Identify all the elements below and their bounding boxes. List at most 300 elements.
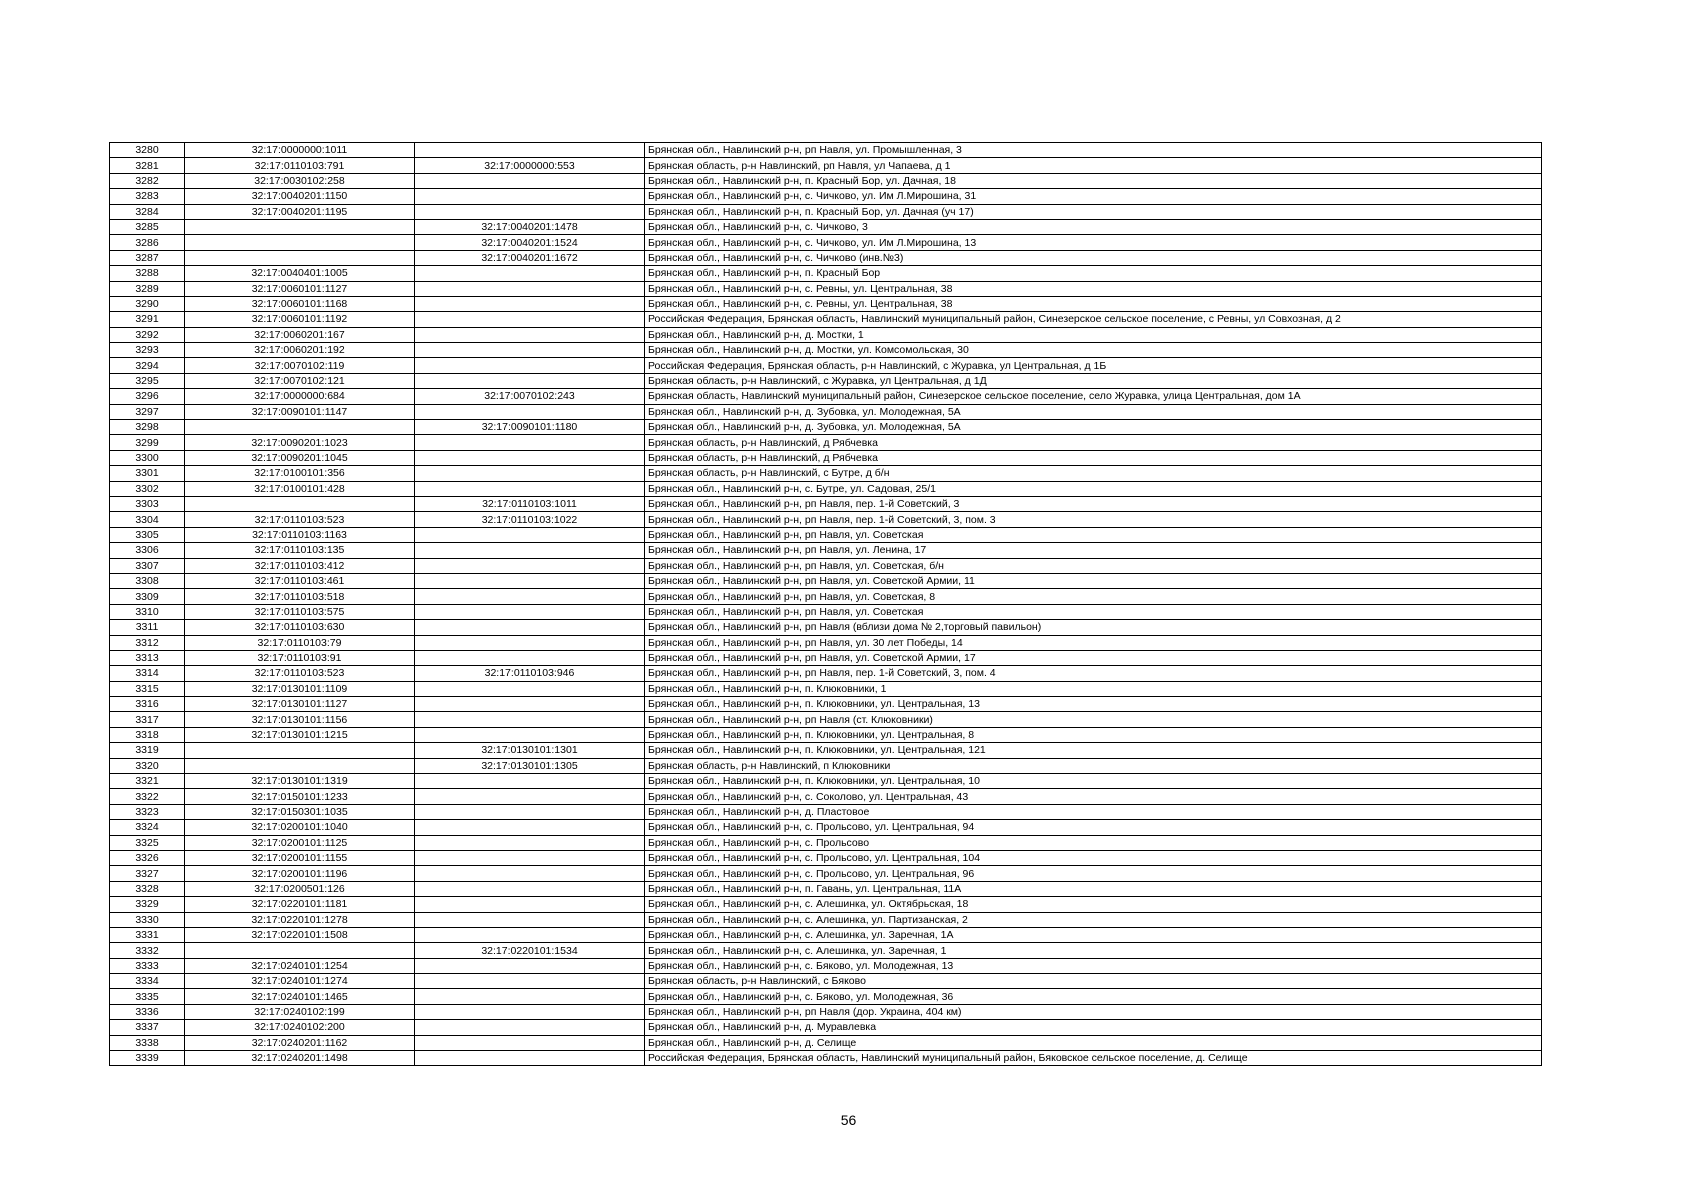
table-row (110, 943, 1542, 958)
row-number-cell: 3281 (110, 158, 185, 173)
related-cadastral-number-cell: 32:17:0130101:1305 (415, 758, 645, 773)
table-row (110, 774, 1542, 789)
cadastral-number-cell: 32:17:0200501:126 (185, 881, 415, 896)
address-cell: Брянская обл., Навлинский р-н, рп Навля (вблизи дома № 2,торговый павильон) (645, 620, 1542, 635)
row-number-cell: 3312 (110, 635, 185, 650)
cadastral-number-cell: 32:17:0150101:1233 (185, 789, 415, 804)
address-cell: Брянская обл., Навлинский р-н, п. Красный Бор, ул. Дачная, 18 (645, 173, 1542, 188)
address-cell: Брянская обл., Навлинский р-н, п. Красный Бор, ул. Дачная (уч 17) (645, 204, 1542, 219)
related-cadastral-number-cell (415, 866, 645, 881)
row-number-cell: 3296 (110, 389, 185, 404)
address-cell: Брянская обл., Навлинский р-н, с. Бяково, ул. Молодежная, 36 (645, 989, 1542, 1004)
related-cadastral-number-cell: 32:17:0090101:1180 (415, 420, 645, 435)
related-cadastral-number-cell (415, 774, 645, 789)
table-row (110, 912, 1542, 927)
address-cell: Брянская обл., Навлинский р-н, п. Красный Бор (645, 266, 1542, 281)
table-row (110, 666, 1542, 681)
related-cadastral-number-cell (415, 481, 645, 496)
related-cadastral-number-cell (415, 620, 645, 635)
related-cadastral-number-cell (415, 927, 645, 942)
address-cell: Российская Федерация, Брянская область, Навлинский муниципальный район, Синезерское сельское поселение, с Ревны, ул Совхозная, д 2 (645, 312, 1542, 327)
row-number-cell: 3316 (110, 697, 185, 712)
row-number-cell: 3335 (110, 989, 185, 1004)
cadastral-number-cell: 32:17:0100101:428 (185, 481, 415, 496)
table-row (110, 974, 1542, 989)
row-number-cell: 3328 (110, 881, 185, 896)
address-cell: Брянская обл., Навлинский р-н, рп Навля, ул. Советская (645, 527, 1542, 542)
cadastral-number-cell: 32:17:0110103:523 (185, 666, 415, 681)
related-cadastral-number-cell (415, 373, 645, 388)
cadastral-number-cell: 32:17:0130101:1109 (185, 681, 415, 696)
register-table-body (110, 143, 1542, 1066)
table-row (110, 496, 1542, 511)
table-row (110, 266, 1542, 281)
address-cell: Брянская обл., Навлинский р-н, д. Зубовка, ул. Молодежная, 5А (645, 404, 1542, 419)
address-cell: Брянская обл., Навлинский р-н, рп Навля, ул. Ленина, 17 (645, 543, 1542, 558)
cadastral-number-cell: 32:17:0110103:79 (185, 635, 415, 650)
cadastral-number-cell: 32:17:0060201:192 (185, 343, 415, 358)
address-cell: Брянская обл., Навлинский р-н, с. Бяково, ул. Молодежная, 13 (645, 958, 1542, 973)
address-cell: Российская Федерация, Брянская область, Навлинский муниципальный район, Бяковское сельское поселение, д. Селище (645, 1051, 1542, 1066)
row-number-cell: 3324 (110, 820, 185, 835)
cadastral-number-cell: 32:17:0070102:121 (185, 373, 415, 388)
table-row (110, 1020, 1542, 1035)
row-number-cell: 3284 (110, 204, 185, 219)
row-number-cell: 3297 (110, 404, 185, 419)
address-cell: Брянская обл., Навлинский р-н, рп Навля, пер. 1-й Советский, 3, пом. 3 (645, 512, 1542, 527)
table-row (110, 481, 1542, 496)
table-row (110, 450, 1542, 465)
row-number-cell: 3307 (110, 558, 185, 573)
address-cell: Брянская область, р-н Навлинский, д Рябчевка (645, 450, 1542, 465)
address-cell: Брянская обл., Навлинский р-н, рп Навля, ул. Промышленная, 3 (645, 143, 1542, 158)
related-cadastral-number-cell (415, 650, 645, 665)
address-cell: Брянская область, Навлинский муниципальный район, Синезерское сельское поселение, село Журавка, улица Центральная, дом 1А (645, 389, 1542, 404)
related-cadastral-number-cell (415, 1051, 645, 1066)
row-number-cell: 3282 (110, 173, 185, 188)
row-number-cell: 3336 (110, 1004, 185, 1019)
related-cadastral-number-cell (415, 343, 645, 358)
related-cadastral-number-cell: 32:17:0130101:1301 (415, 743, 645, 758)
table-row (110, 835, 1542, 850)
row-number-cell: 3325 (110, 835, 185, 850)
table-row (110, 558, 1542, 573)
table-row (110, 281, 1542, 296)
cadastral-number-cell: 32:17:0110103:135 (185, 543, 415, 558)
cadastral-number-cell: 32:17:0090201:1023 (185, 435, 415, 450)
cadastral-number-cell: 32:17:0240102:199 (185, 1004, 415, 1019)
address-cell: Брянская обл., Навлинский р-н, д. Мостки, 1 (645, 327, 1542, 342)
table-row (110, 296, 1542, 311)
row-number-cell: 3323 (110, 804, 185, 819)
cadastral-number-cell: 32:17:0130101:1156 (185, 712, 415, 727)
cadastral-number-cell: 32:17:0000000:684 (185, 389, 415, 404)
address-cell: Брянская обл., Навлинский р-н, с. Прольсово, ул. Центральная, 104 (645, 850, 1542, 865)
row-number-cell: 3305 (110, 527, 185, 542)
related-cadastral-number-cell (415, 281, 645, 296)
related-cadastral-number-cell (415, 881, 645, 896)
cadastral-number-cell: 32:17:0000000:1011 (185, 143, 415, 158)
cadastral-number-cell (185, 496, 415, 511)
cadastral-number-cell: 32:17:0060101:1192 (185, 312, 415, 327)
row-number-cell: 3306 (110, 543, 185, 558)
address-cell: Брянская обл., Навлинский р-н, с. Соколово, ул. Центральная, 43 (645, 789, 1542, 804)
address-cell: Брянская обл., Навлинский р-н, с. Чичково, ул. Им Л.Мирошина, 13 (645, 235, 1542, 250)
related-cadastral-number-cell (415, 712, 645, 727)
address-cell: Брянская обл., Навлинский р-н, с. Бутре, ул. Садовая, 25/1 (645, 481, 1542, 496)
table-row (110, 589, 1542, 604)
table-row (110, 435, 1542, 450)
cadastral-number-cell: 32:17:0040401:1005 (185, 266, 415, 281)
table-row (110, 373, 1542, 388)
table-row (110, 881, 1542, 896)
row-number-cell: 3314 (110, 666, 185, 681)
row-number-cell: 3299 (110, 435, 185, 450)
cadastral-number-cell (185, 250, 415, 265)
address-cell: Брянская область, р-н Навлинский, с Бутре, д б/н (645, 466, 1542, 481)
row-number-cell: 3339 (110, 1051, 185, 1066)
address-cell: Брянская обл., Навлинский р-н, п. Клюковники, ул. Центральная, 8 (645, 727, 1542, 742)
cadastral-number-cell (185, 758, 415, 773)
address-cell: Брянская обл., Навлинский р-н, с. Чичково, 3 (645, 219, 1542, 234)
cadastral-number-cell: 32:17:0100101:356 (185, 466, 415, 481)
related-cadastral-number-cell: 32:17:0220101:1534 (415, 943, 645, 958)
table-row (110, 897, 1542, 912)
cadastral-number-cell: 32:17:0240101:1465 (185, 989, 415, 1004)
row-number-cell: 3321 (110, 774, 185, 789)
related-cadastral-number-cell (415, 850, 645, 865)
cadastral-number-cell (185, 219, 415, 234)
address-cell: Брянская обл., Навлинский р-н, рп Навля, ул. 30 лет Победы, 14 (645, 635, 1542, 650)
cadastral-number-cell: 32:17:0110103:630 (185, 620, 415, 635)
cadastral-number-cell: 32:17:0110103:412 (185, 558, 415, 573)
cadastral-number-cell: 32:17:0200101:1125 (185, 835, 415, 850)
row-number-cell: 3331 (110, 927, 185, 942)
address-cell: Брянская обл., Навлинский р-н, д. Мостки, ул. Комсомольская, 30 (645, 343, 1542, 358)
cadastral-number-cell: 32:17:0240102:200 (185, 1020, 415, 1035)
table-row (110, 327, 1542, 342)
address-cell: Брянская обл., Навлинский р-н, рп Навля (ст. Клюковники) (645, 712, 1542, 727)
row-number-cell: 3293 (110, 343, 185, 358)
address-cell: Брянская обл., Навлинский р-н, с. Алешинка, ул. Заречная, 1 (645, 943, 1542, 958)
table-row (110, 620, 1542, 635)
address-cell: Российская Федерация, Брянская область, р-н Навлинский, с Журавка, ул Центральная, д 1Б (645, 358, 1542, 373)
table-row (110, 989, 1542, 1004)
table-row (110, 235, 1542, 250)
row-number-cell: 3317 (110, 712, 185, 727)
related-cadastral-number-cell (415, 727, 645, 742)
cadastral-number-cell: 32:17:0040201:1195 (185, 204, 415, 219)
address-cell: Брянская обл., Навлинский р-н, п. Клюковники, ул. Центральная, 10 (645, 774, 1542, 789)
address-cell: Брянская обл., Навлинский р-н, рп Навля (дор. Украина, 404 км) (645, 1004, 1542, 1019)
table-row (110, 743, 1542, 758)
cadastral-number-cell: 32:17:0240201:1162 (185, 1035, 415, 1050)
related-cadastral-number-cell: 32:17:0040201:1478 (415, 219, 645, 234)
table-row (110, 697, 1542, 712)
address-cell: Брянская обл., Навлинский р-н, рп Навля, ул. Советской Армии, 11 (645, 573, 1542, 588)
row-number-cell: 3303 (110, 496, 185, 511)
row-number-cell: 3322 (110, 789, 185, 804)
table-row (110, 420, 1542, 435)
related-cadastral-number-cell (415, 543, 645, 558)
cadastral-number-cell: 32:17:0110103:461 (185, 573, 415, 588)
related-cadastral-number-cell (415, 604, 645, 619)
related-cadastral-number-cell (415, 820, 645, 835)
table-row (110, 1004, 1542, 1019)
cadastral-number-cell: 32:17:0200101:1040 (185, 820, 415, 835)
related-cadastral-number-cell (415, 1035, 645, 1050)
related-cadastral-number-cell (415, 989, 645, 1004)
row-number-cell: 3319 (110, 743, 185, 758)
table-row (110, 635, 1542, 650)
row-number-cell: 3291 (110, 312, 185, 327)
address-cell: Брянская обл., Навлинский р-н, с. Прольсово, ул. Центральная, 94 (645, 820, 1542, 835)
row-number-cell: 3334 (110, 974, 185, 989)
table-row (110, 727, 1542, 742)
table-row (110, 158, 1542, 173)
related-cadastral-number-cell (415, 681, 645, 696)
address-cell: Брянская обл., Навлинский р-н, рп Навля, пер. 1-й Советский, 3 (645, 496, 1542, 511)
address-cell: Брянская обл., Навлинский р-н, рп Навля, ул. Советской Армии, 17 (645, 650, 1542, 665)
row-number-cell: 3304 (110, 512, 185, 527)
related-cadastral-number-cell (415, 312, 645, 327)
table-row (110, 466, 1542, 481)
address-cell: Брянская обл., Навлинский р-н, д. Зубовка, ул. Молодежная, 5А (645, 420, 1542, 435)
row-number-cell: 3337 (110, 1020, 185, 1035)
cadastral-number-cell: 32:17:0220101:1508 (185, 927, 415, 942)
table-row (110, 958, 1542, 973)
row-number-cell: 3301 (110, 466, 185, 481)
cadastral-number-cell: 32:17:0110103:575 (185, 604, 415, 619)
row-number-cell: 3300 (110, 450, 185, 465)
row-number-cell: 3285 (110, 219, 185, 234)
row-number-cell: 3298 (110, 420, 185, 435)
related-cadastral-number-cell (415, 204, 645, 219)
row-number-cell: 3318 (110, 727, 185, 742)
row-number-cell: 3295 (110, 373, 185, 388)
property-register-table (109, 142, 1542, 1066)
address-cell: Брянская обл., Навлинский р-н, с. Алешинка, ул. Октябрьская, 18 (645, 897, 1542, 912)
table-row (110, 543, 1542, 558)
cadastral-number-cell (185, 743, 415, 758)
table-row (110, 712, 1542, 727)
cadastral-number-cell: 32:17:0060101:1127 (185, 281, 415, 296)
related-cadastral-number-cell: 32:17:0110103:946 (415, 666, 645, 681)
related-cadastral-number-cell: 32:17:0110103:1022 (415, 512, 645, 527)
related-cadastral-number-cell: 32:17:0040201:1524 (415, 235, 645, 250)
page-number: 56 (840, 1112, 857, 1128)
related-cadastral-number-cell (415, 835, 645, 850)
cadastral-number-cell: 32:17:0220101:1278 (185, 912, 415, 927)
row-number-cell: 3287 (110, 250, 185, 265)
related-cadastral-number-cell (415, 697, 645, 712)
cadastral-number-cell: 32:17:0110103:91 (185, 650, 415, 665)
table-row (110, 681, 1542, 696)
table-row (110, 358, 1542, 373)
row-number-cell: 3310 (110, 604, 185, 619)
table-row (110, 404, 1542, 419)
address-cell: Брянская область, р-н Навлинский, с Журавка, ул Центральная, д 1Д (645, 373, 1542, 388)
row-number-cell: 3290 (110, 296, 185, 311)
address-cell: Брянская обл., Навлинский р-н, рп Навля, ул. Советская, 8 (645, 589, 1542, 604)
cadastral-number-cell: 32:17:0130101:1127 (185, 697, 415, 712)
cadastral-number-cell (185, 235, 415, 250)
related-cadastral-number-cell (415, 266, 645, 281)
related-cadastral-number-cell (415, 358, 645, 373)
related-cadastral-number-cell (415, 1020, 645, 1035)
related-cadastral-number-cell (415, 789, 645, 804)
address-cell: Брянская обл., Навлинский р-н, с. Ревны, ул. Центральная, 38 (645, 296, 1542, 311)
cadastral-number-cell: 32:17:0240101:1254 (185, 958, 415, 973)
address-cell: Брянская обл., Навлинский р-н, с. Алешинка, ул. Партизанская, 2 (645, 912, 1542, 927)
address-cell: Брянская обл., Навлинский р-н, рп Навля, пер. 1-й Советский, 3, пом. 4 (645, 666, 1542, 681)
address-cell: Брянская область, р-н Навлинский, рп Навля, ул Чапаева, д 1 (645, 158, 1542, 173)
address-cell: Брянская обл., Навлинский р-н, п. Клюковники, ул. Центральная, 121 (645, 743, 1542, 758)
row-number-cell: 3327 (110, 866, 185, 881)
row-number-cell: 3302 (110, 481, 185, 496)
row-number-cell: 3294 (110, 358, 185, 373)
table-row (110, 389, 1542, 404)
cadastral-number-cell: 32:17:0110103:518 (185, 589, 415, 604)
related-cadastral-number-cell (415, 912, 645, 927)
related-cadastral-number-cell (415, 558, 645, 573)
address-cell: Брянская обл., Навлинский р-н, д. Муравлевка (645, 1020, 1542, 1035)
related-cadastral-number-cell (415, 296, 645, 311)
row-number-cell: 3329 (110, 897, 185, 912)
table-row (110, 527, 1542, 542)
address-cell: Брянская обл., Навлинский р-н, с. Алешинка, ул. Заречная, 1А (645, 927, 1542, 942)
row-number-cell: 3330 (110, 912, 185, 927)
address-cell: Брянская обл., Навлинский р-н, с. Прольсово, ул. Центральная, 96 (645, 866, 1542, 881)
related-cadastral-number-cell: 32:17:0040201:1672 (415, 250, 645, 265)
related-cadastral-number-cell: 32:17:0000000:553 (415, 158, 645, 173)
cadastral-number-cell: 32:17:0150301:1035 (185, 804, 415, 819)
related-cadastral-number-cell (415, 573, 645, 588)
table-row (110, 804, 1542, 819)
address-cell: Брянская область, р-н Навлинский, п Клюковники (645, 758, 1542, 773)
cadastral-number-cell: 32:17:0200101:1196 (185, 866, 415, 881)
cadastral-number-cell: 32:17:0090201:1045 (185, 450, 415, 465)
cadastral-number-cell: 32:17:0110103:523 (185, 512, 415, 527)
row-number-cell: 3286 (110, 235, 185, 250)
cadastral-number-cell: 32:17:0240101:1274 (185, 974, 415, 989)
table-row (110, 204, 1542, 219)
table-row (110, 650, 1542, 665)
row-number-cell: 3311 (110, 620, 185, 635)
table-row (110, 512, 1542, 527)
cadastral-number-cell: 32:17:0110103:791 (185, 158, 415, 173)
related-cadastral-number-cell (415, 958, 645, 973)
table-row (110, 143, 1542, 158)
row-number-cell: 3288 (110, 266, 185, 281)
address-cell: Брянская обл., Навлинский р-н, д. Селище (645, 1035, 1542, 1050)
table-row (110, 758, 1542, 773)
address-cell: Брянская обл., Навлинский р-н, п. Клюковники, ул. Центральная, 13 (645, 697, 1542, 712)
table-row (110, 312, 1542, 327)
cadastral-number-cell: 32:17:0030102:258 (185, 173, 415, 188)
table-row (110, 927, 1542, 942)
address-cell: Брянская обл., Навлинский р-н, п. Гавань, ул. Центральная, 11А (645, 881, 1542, 896)
table-row (110, 1051, 1542, 1066)
related-cadastral-number-cell (415, 804, 645, 819)
address-cell: Брянская область, р-н Навлинский, д Рябчевка (645, 435, 1542, 450)
cadastral-number-cell: 32:17:0130101:1215 (185, 727, 415, 742)
row-number-cell: 3308 (110, 573, 185, 588)
related-cadastral-number-cell (415, 589, 645, 604)
row-number-cell: 3333 (110, 958, 185, 973)
related-cadastral-number-cell (415, 435, 645, 450)
table-row (110, 866, 1542, 881)
cadastral-number-cell: 32:17:0110103:1163 (185, 527, 415, 542)
cadastral-number-cell: 32:17:0070102:119 (185, 358, 415, 373)
related-cadastral-number-cell (415, 1004, 645, 1019)
row-number-cell: 3315 (110, 681, 185, 696)
cadastral-number-cell: 32:17:0060101:1168 (185, 296, 415, 311)
row-number-cell: 3289 (110, 281, 185, 296)
row-number-cell: 3309 (110, 589, 185, 604)
related-cadastral-number-cell (415, 897, 645, 912)
row-number-cell: 3326 (110, 850, 185, 865)
address-cell: Брянская обл., Навлинский р-н, п. Клюковники, 1 (645, 681, 1542, 696)
related-cadastral-number-cell (415, 466, 645, 481)
table-row (110, 343, 1542, 358)
related-cadastral-number-cell (415, 450, 645, 465)
related-cadastral-number-cell (415, 635, 645, 650)
row-number-cell: 3320 (110, 758, 185, 773)
related-cadastral-number-cell (415, 173, 645, 188)
table-row (110, 820, 1542, 835)
cadastral-number-cell: 32:17:0130101:1319 (185, 774, 415, 789)
cadastral-number-cell: 32:17:0240201:1498 (185, 1051, 415, 1066)
address-cell: Брянская область, р-н Навлинский, с Бяково (645, 974, 1542, 989)
related-cadastral-number-cell (415, 189, 645, 204)
address-cell: Брянская обл., Навлинский р-н, рп Навля, ул. Советская (645, 604, 1542, 619)
row-number-cell: 3292 (110, 327, 185, 342)
related-cadastral-number-cell (415, 527, 645, 542)
table-row (110, 173, 1542, 188)
cadastral-number-cell: 32:17:0060201:167 (185, 327, 415, 342)
cadastral-number-cell: 32:17:0220101:1181 (185, 897, 415, 912)
row-number-cell: 3280 (110, 143, 185, 158)
table-row (110, 189, 1542, 204)
address-cell: Брянская обл., Навлинский р-н, с. Ревны, ул. Центральная, 38 (645, 281, 1542, 296)
related-cadastral-number-cell (415, 404, 645, 419)
cadastral-number-cell: 32:17:0200101:1155 (185, 850, 415, 865)
related-cadastral-number-cell (415, 327, 645, 342)
address-cell: Брянская обл., Навлинский р-н, с. Прольсово (645, 835, 1542, 850)
related-cadastral-number-cell (415, 143, 645, 158)
cadastral-number-cell (185, 420, 415, 435)
cadastral-number-cell (185, 943, 415, 958)
table-row (110, 1035, 1542, 1050)
cadastral-number-cell: 32:17:0090101:1147 (185, 404, 415, 419)
address-cell: Брянская обл., Навлинский р-н, с. Чичково (инв.№3) (645, 250, 1542, 265)
address-cell: Брянская обл., Навлинский р-н, рп Навля, ул. Советская, б/н (645, 558, 1542, 573)
address-cell: Брянская обл., Навлинский р-н, д. Пластовое (645, 804, 1542, 819)
table-row (110, 604, 1542, 619)
related-cadastral-number-cell: 32:17:0110103:1011 (415, 496, 645, 511)
table-row (110, 219, 1542, 234)
row-number-cell: 3283 (110, 189, 185, 204)
row-number-cell: 3338 (110, 1035, 185, 1050)
row-number-cell: 3332 (110, 943, 185, 958)
address-cell: Брянская обл., Навлинский р-н, с. Чичково, ул. Им Л.Мирошина, 31 (645, 189, 1542, 204)
cadastral-number-cell: 32:17:0040201:1150 (185, 189, 415, 204)
table-row (110, 573, 1542, 588)
row-number-cell: 3313 (110, 650, 185, 665)
table-row (110, 850, 1542, 865)
table-row (110, 250, 1542, 265)
